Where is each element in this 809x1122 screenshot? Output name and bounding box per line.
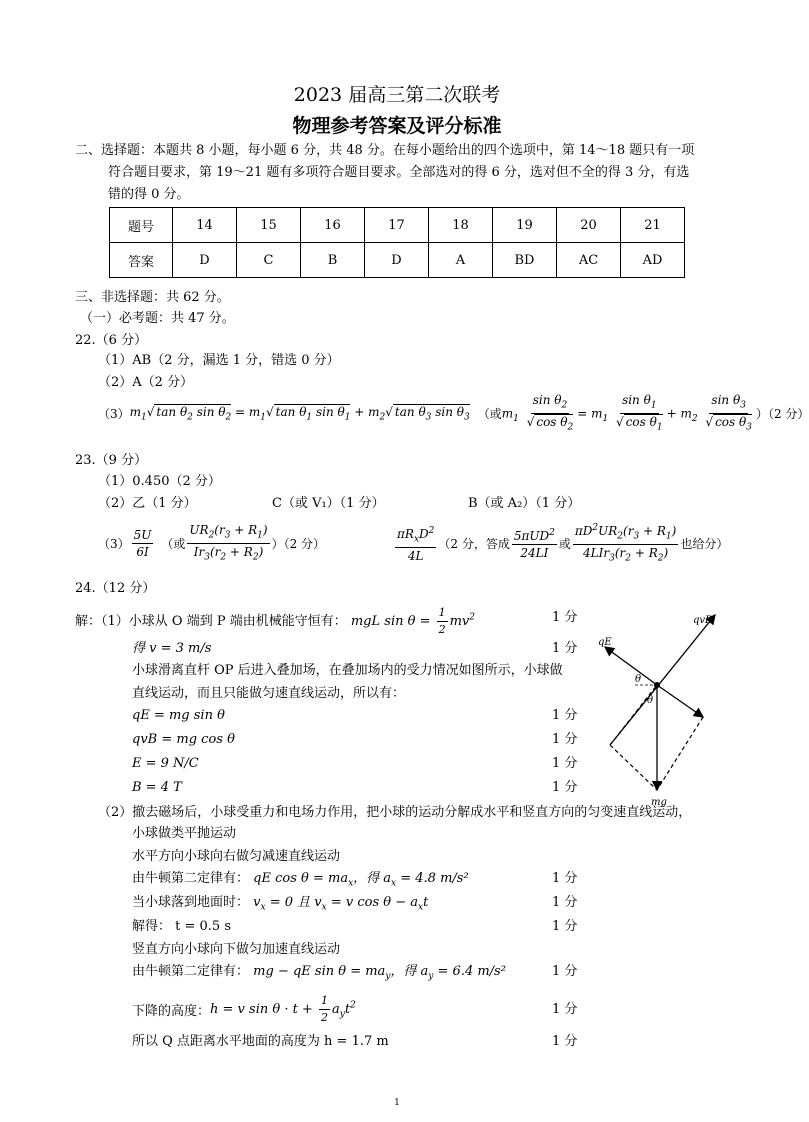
q23-p2a: （2）乙（1 分） bbox=[98, 496, 197, 511]
table-cell: 16 bbox=[301, 208, 365, 243]
table-cell: 18 bbox=[429, 208, 493, 243]
q23-p2b: C（或 V₁）（1 分） bbox=[272, 496, 385, 511]
table-header-cell: 答案 bbox=[110, 243, 173, 278]
q23-p3-score: ）（2 分） bbox=[271, 536, 326, 551]
page-subtitle: 物理参考答案及评分标准 bbox=[292, 115, 502, 137]
score-label: 1 分 bbox=[552, 610, 578, 625]
q24-l8: B = 4 T bbox=[132, 780, 182, 795]
section2-intro-line1: 二、选择题：本题共 8 小题，每小题 6 分，共 48 分。在每小题给出的四个选项中，第 14～18 题只有一项 bbox=[75, 143, 695, 158]
q23-p3-label: （3） bbox=[98, 536, 130, 551]
qe-force-arrow bbox=[605, 647, 657, 685]
q24-p2-l3: 水平方向小球向右做匀减速直线运动 bbox=[132, 849, 341, 864]
q24-energy-eq: mgL sin θ = $\frac{1}{2}$ $mv^2$ bbox=[350, 606, 475, 636]
table-cell: AD bbox=[621, 243, 685, 278]
answer-table bbox=[109, 207, 685, 278]
q24-sol-line bbox=[75, 605, 475, 638]
q23-p2c: B（或 A₂）（1 分） bbox=[468, 496, 581, 511]
score-label: 1 分 bbox=[552, 780, 578, 795]
q24-sol: 解：（1）小球从 O 端到 P 端由机械能守恒有： bbox=[75, 614, 347, 629]
score-label: 1 分 bbox=[552, 708, 578, 723]
score-label: 1 分 bbox=[552, 1002, 578, 1017]
theta-label: θ bbox=[647, 695, 654, 706]
q24-p2-l4 bbox=[132, 868, 469, 895]
q23-formula3: $\frac{\pi R_xD^2}{4L}$ bbox=[395, 523, 436, 564]
page-title: 2023 届高三第二次联考 bbox=[293, 84, 501, 106]
q22-p3 bbox=[98, 392, 809, 436]
q24-p2-l9-label: 下降的高度： bbox=[132, 1004, 211, 1019]
dashed-line bbox=[657, 717, 703, 790]
dashed-line bbox=[610, 745, 657, 790]
q23-p3-or2: 或 bbox=[558, 536, 571, 551]
table-cell: B bbox=[301, 243, 365, 278]
q24-height-eq: h = v sin θ · t + $\frac{1}{2}$ $a_yt^2$ bbox=[210, 994, 356, 1024]
q24-p2-l8-label: 由牛顿第二定律有： bbox=[132, 964, 250, 979]
q24-p2-l2: 小球做类平抛运动 bbox=[132, 826, 237, 841]
table-cell: A bbox=[429, 243, 493, 278]
section3-title: 三、非选择题：共 62 分。 bbox=[75, 290, 230, 305]
q23-formula4: $\frac{5\pi UD^2}{24LI}$ bbox=[512, 525, 557, 561]
table-cell: 17 bbox=[365, 208, 429, 243]
qvb-label: qvB bbox=[693, 615, 713, 626]
q24-l7: E = 9 N/C bbox=[132, 756, 199, 771]
score-label: 1 分 bbox=[552, 641, 578, 656]
q24-p2-l10: 所以 Q 点距离水平地面的高度为 h = 1.7 m bbox=[132, 1034, 389, 1049]
q24-p2-l4-label: 由牛顿第二定律有： bbox=[132, 871, 250, 886]
q24-p2-l5-eq: $v_x = 0$ 且 $v_x = v$ $\cos \theta - a_xt$ bbox=[253, 895, 429, 913]
q24-p2-l5-label: 当小球落到地面时： bbox=[132, 895, 250, 910]
theta-label: θ bbox=[635, 674, 642, 685]
q24-p2-l5 bbox=[132, 892, 428, 919]
q24-l4: 直线运动，而且只能做匀速直线运动，所以有： bbox=[132, 686, 406, 701]
score-label: 1 分 bbox=[552, 964, 578, 979]
table-cell: 20 bbox=[557, 208, 621, 243]
qe-label: qE bbox=[598, 637, 612, 648]
q24-l5: qE = mg sin θ bbox=[132, 708, 225, 723]
section2-intro-line3: 错的得 0 分。 bbox=[108, 187, 190, 202]
score-label: 1 分 bbox=[552, 732, 578, 747]
score-label: 1 分 bbox=[552, 871, 578, 886]
q24-head: 24.（12 分） bbox=[75, 581, 156, 596]
q22-p3-or: （或 bbox=[477, 407, 502, 422]
q22-p3-label: （3） bbox=[98, 407, 130, 422]
table-cell: 19 bbox=[493, 208, 557, 243]
q23-formula5: $\frac{\pi D^2UR_2(r_3 + R_1)}{4LIr_3(r_2 + R_2)}$ bbox=[573, 520, 678, 567]
section2-intro-line2: 符合题目要求，第 19～21 题有多项符合题目要求。全部选对的得 6 分，选对但不全的得 3 分，有选 bbox=[108, 165, 690, 180]
q23-formula2: $\frac{UR_2(r_3 + R_1)}{Ir_3(r_2 + R_2)}$ bbox=[189, 522, 268, 563]
q22-p2: （2）A（2 分） bbox=[98, 375, 194, 390]
q23-p1: （1）0.450（2 分） bbox=[98, 474, 221, 489]
q22-formula-alt: $m_1$ $\frac{\sin \theta_2}{√ \cos \theta_2}$ = $m_1$ $\frac{\sin \theta_1}{√ \cos \theta_1}$ + $m_2$ $\frac{\sin \theta_3}{√ \cos \theta_3}$ bbox=[501, 393, 752, 433]
resultant-arrow bbox=[657, 685, 703, 717]
table-cell: BD bbox=[493, 243, 557, 278]
q24-l3: 小球滑离直杆 OP 后进入叠加场，在叠加场内的受力情况如图所示，小球做 bbox=[132, 663, 563, 678]
section3-sub1: （一）必考题：共 47 分。 bbox=[80, 311, 235, 326]
q24-p2-l6: 解得： t = 0.5 s bbox=[132, 919, 231, 934]
q23-formula1: $\frac{5U}{6I}$ bbox=[133, 527, 152, 559]
q22-p3-score: ）（2 分） bbox=[755, 407, 809, 422]
q23-p3-alt: （2 分，答成 bbox=[438, 536, 510, 551]
table-cell: D bbox=[365, 243, 429, 278]
table-row bbox=[110, 243, 685, 278]
q22-p1: （1）AB（2 分，漏选 1 分，错选 0 分） bbox=[98, 353, 340, 368]
table-cell: 14 bbox=[173, 208, 237, 243]
q23-p3-or: （或 bbox=[161, 536, 186, 551]
table-cell: AC bbox=[557, 243, 621, 278]
q24-l6: qvB = mg cos θ bbox=[132, 732, 235, 747]
score-label: 1 分 bbox=[552, 756, 578, 771]
q24-p2-l8-eq: mg − qE $\sin \theta = ma_y$，得 $a_y = 6.4$ m/s² bbox=[253, 964, 506, 982]
q24-p2-l1: （2）撤去磁场后，小球受重力和电场力作用，把小球的运动分解成水平和竖直方向的匀变速直线运动， bbox=[98, 805, 692, 820]
force-diagram bbox=[595, 605, 725, 810]
q24-l2: 得 v = 3 m/s bbox=[132, 641, 212, 656]
q24-p2-l8 bbox=[132, 961, 506, 988]
table-cell: 15 bbox=[237, 208, 301, 243]
page-number: 1 bbox=[394, 1098, 400, 1108]
score-label: 1 分 bbox=[552, 1034, 578, 1049]
q22-formula: $m_1√$ $\tan \theta_2$ $\sin \theta_2 = m_1√$ $\tan \theta_1$ $\sin \theta_1 + m_2√$ $\tan \theta_3$ $\sin \theta_3$ bbox=[129, 405, 470, 423]
diagonal-line bbox=[610, 615, 715, 745]
q24-p2-l4-eq: qE $\cos \theta = ma_x$，得 $a_x = 4.8$ m/s² bbox=[253, 871, 469, 889]
table-cell: 21 bbox=[621, 208, 685, 243]
ball-point bbox=[654, 682, 660, 688]
table-cell: C bbox=[237, 243, 301, 278]
mg-label: mg bbox=[651, 797, 667, 808]
q24-p2-l7: 竖直方向小球向下做匀加速直线运动 bbox=[132, 942, 341, 957]
score-label: 1 分 bbox=[552, 919, 578, 934]
q23-head: 23.（9 分） bbox=[75, 453, 148, 468]
table-row bbox=[110, 208, 685, 243]
q23-p3 bbox=[98, 520, 728, 567]
q23-p3-also: 也给分） bbox=[680, 536, 729, 551]
score-label: 1 分 bbox=[552, 895, 578, 910]
table-header-cell: 题号 bbox=[110, 208, 173, 243]
q22-head: 22.（6 分） bbox=[75, 333, 148, 348]
q24-p2-l9 bbox=[132, 993, 356, 1026]
table-cell: D bbox=[173, 243, 237, 278]
